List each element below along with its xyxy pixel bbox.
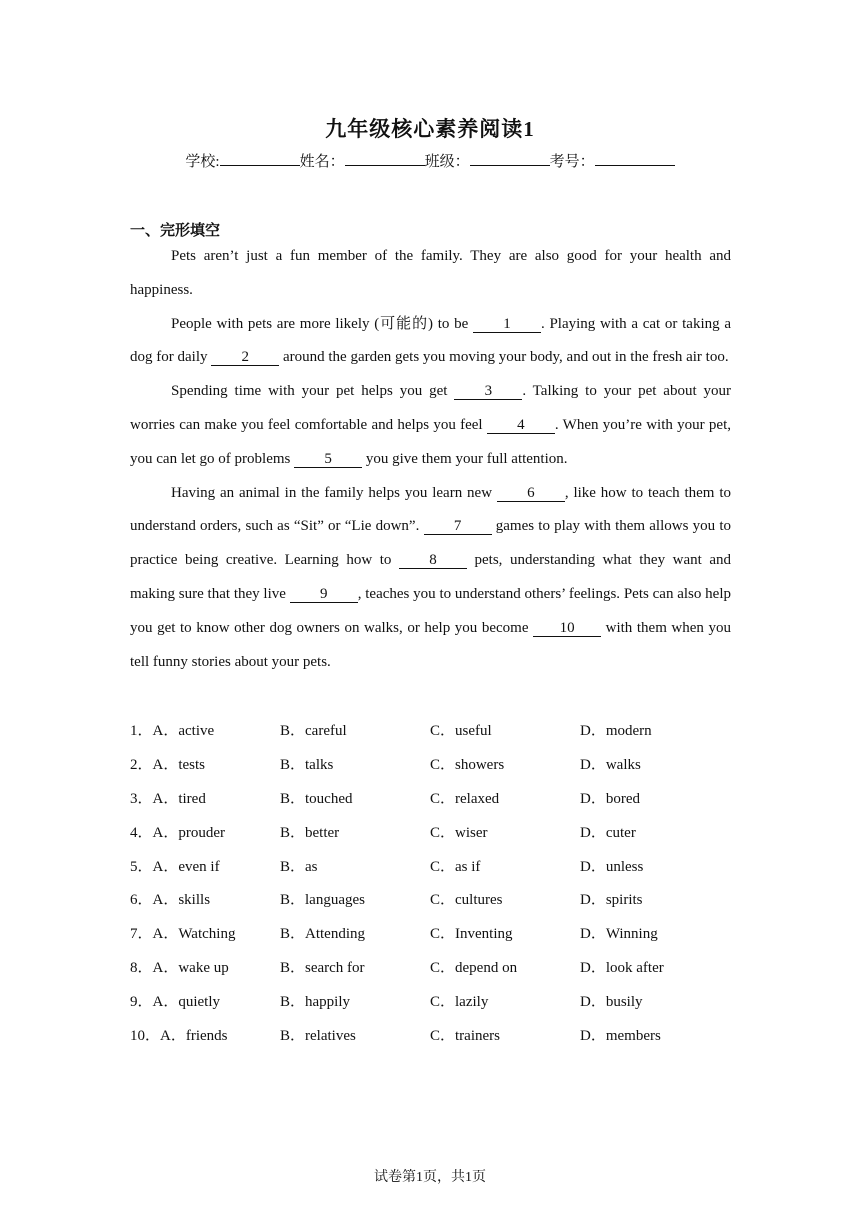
passage-paragraph: [130, 477, 731, 680]
option-text: D．Winning: [580, 926, 658, 943]
option-text: A．even if: [152, 858, 220, 875]
option-b: [280, 922, 430, 943]
question-number: 4．: [130, 824, 153, 841]
option-text: C．showers: [430, 757, 505, 774]
student-info-line: [0, 150, 860, 171]
blank-7: 7: [424, 518, 492, 535]
question-row: [130, 1017, 731, 1051]
option-a: [130, 990, 280, 1011]
option-a: [130, 956, 280, 977]
option-d: [580, 855, 730, 876]
option-text: D．look after: [580, 959, 664, 976]
passage-text: around the garden gets you moving your body, and out in the fresh air too.: [279, 349, 729, 366]
option-text: B．relatives: [280, 1027, 356, 1044]
option-d: [580, 719, 730, 740]
option-text: B．talks: [280, 757, 334, 774]
blank-4: 4: [487, 417, 555, 434]
passage-text: . Talking to your pet about your worries can make you feel comfortable and helps you feel: [130, 383, 731, 433]
option-text: D．unless: [580, 858, 644, 875]
option-c: [430, 990, 580, 1011]
option-text: A．skills: [152, 892, 211, 909]
option-text: A．wake up: [152, 959, 229, 976]
exam-no-blank: [595, 151, 675, 166]
option-a: [130, 1024, 280, 1045]
school-label: 学校:: [185, 154, 220, 170]
passage-text: pets, understanding what they want and making sure that they live: [130, 552, 731, 602]
option-a: [130, 787, 280, 808]
name-label: 姓名：: [299, 154, 345, 170]
option-text: B．touched: [280, 790, 353, 807]
passage-text: . Playing with a cat or taking a dog for daily: [130, 315, 731, 366]
option-a: [130, 888, 280, 909]
question-number: 1．: [130, 723, 153, 740]
school-blank: [220, 151, 300, 166]
option-c: [430, 787, 580, 808]
class-label: 班级：: [424, 154, 470, 170]
passage-text: , teaches you to understand others’ feelings. Pets can also help you get to know other dog owners on walks, or help you become: [130, 585, 732, 636]
class-blank: [470, 151, 550, 166]
option-text: B．careful: [280, 723, 347, 740]
option-d: [580, 956, 730, 977]
passage-text: games to play with them allows you to practice being creative. Learning how to: [130, 518, 731, 569]
page-title: 九年级核心素养阅读1: [325, 117, 535, 141]
option-text: A．active: [152, 723, 215, 740]
passage-text: Pets aren’t just a fun member of the family. They are also good for your health and happiness.: [130, 248, 731, 298]
option-text: D．busily: [580, 993, 643, 1010]
option-b: [280, 855, 430, 876]
blank-2: 2: [211, 349, 279, 366]
question-number: 6．: [130, 892, 153, 909]
option-a: [130, 821, 280, 842]
blank-5: 5: [294, 451, 362, 468]
option-text: C．depend on: [430, 959, 518, 976]
option-text: D．walks: [580, 757, 641, 774]
question-number: 8．: [130, 959, 153, 976]
option-a: [130, 855, 280, 876]
option-text: B．better: [280, 824, 340, 841]
question-row: [130, 848, 731, 882]
question-number: 2．: [130, 757, 153, 774]
option-b: [280, 787, 430, 808]
blank-6: 6: [497, 485, 565, 502]
option-text: A．tests: [152, 757, 206, 774]
passage-paragraph: [130, 375, 731, 476]
option-d: [580, 990, 730, 1011]
answer-options: [130, 713, 731, 1051]
option-text: B．Attending: [280, 926, 365, 943]
option-b: [280, 888, 430, 909]
blank-9: 9: [290, 586, 358, 603]
option-text: C．as if: [430, 858, 481, 875]
question-number: 9．: [130, 993, 153, 1010]
question-row: [130, 916, 731, 950]
option-c: [430, 719, 580, 740]
option-text: A．Watching: [152, 926, 236, 943]
option-text: A．prouder: [152, 824, 225, 841]
question-row: [130, 713, 731, 747]
option-text: C．trainers: [430, 1027, 500, 1044]
option-c: [430, 1024, 580, 1045]
option-d: [580, 821, 730, 842]
question-number: 7．: [130, 926, 153, 943]
exam-no-label: 考号：: [549, 154, 595, 170]
option-a: [130, 753, 280, 774]
section-title: 一、完形填空: [130, 221, 221, 239]
option-text: C．Inventing: [430, 926, 513, 943]
option-text: B．search for: [280, 959, 365, 976]
option-c: [430, 855, 580, 876]
cloze-passage: [130, 240, 731, 679]
option-b: [280, 821, 430, 842]
passage-paragraph: [130, 240, 731, 308]
option-text: B．happily: [280, 993, 350, 1010]
question-row: [130, 950, 731, 984]
question-number: 5．: [130, 858, 153, 875]
option-text: D．cuter: [580, 824, 636, 841]
option-c: [430, 821, 580, 842]
passage-text: Spending time with your pet helps you get: [171, 383, 455, 400]
option-text: C．cultures: [430, 892, 503, 909]
option-text: C．lazily: [430, 993, 489, 1010]
option-text: C．wiser: [430, 824, 488, 841]
passage-paragraph: [130, 308, 731, 376]
blank-3: 3: [454, 383, 522, 400]
question-number: 3．: [130, 790, 153, 807]
option-text: C．relaxed: [430, 790, 500, 807]
option-text: B．languages: [280, 892, 365, 909]
blank-1: 1: [473, 316, 541, 333]
option-a: [130, 719, 280, 740]
option-text: C．useful: [430, 723, 492, 740]
option-text: A．tired: [152, 790, 206, 807]
option-c: [430, 922, 580, 943]
name-blank: [345, 151, 425, 166]
option-b: [280, 1024, 430, 1045]
page-footer: 试卷第1页，共1页: [374, 1170, 486, 1185]
option-text: B．as: [280, 858, 318, 875]
blank-10: 10: [533, 620, 601, 637]
option-c: [430, 888, 580, 909]
passage-text: with them when you tell funny stories about your pets.: [130, 619, 731, 670]
question-row: [130, 983, 731, 1017]
option-d: [580, 787, 730, 808]
option-d: [580, 888, 730, 909]
option-text: A．friends: [160, 1027, 228, 1044]
question-number: 10．: [130, 1027, 161, 1044]
passage-text: you give them your full attention.: [362, 450, 568, 467]
passage-text: , like how to teach them to understand orders, such as “Sit” or “Lie down”.: [130, 484, 731, 535]
option-text: D．spirits: [580, 892, 643, 909]
option-b: [280, 956, 430, 977]
option-text: A．quietly: [152, 993, 221, 1010]
option-b: [280, 753, 430, 774]
question-row: [130, 781, 731, 815]
option-c: [430, 753, 580, 774]
option-text: D．members: [580, 1027, 661, 1044]
passage-text: . When you’re with your pet, you can let go of problems: [130, 416, 731, 467]
option-c: [430, 956, 580, 977]
option-text: D．modern: [580, 723, 652, 740]
passage-text: People with pets are more likely (可能的) to be: [171, 315, 473, 332]
option-b: [280, 719, 430, 740]
option-d: [580, 1024, 730, 1045]
question-row: [130, 814, 731, 848]
option-d: [580, 753, 730, 774]
option-a: [130, 922, 280, 943]
question-row: [130, 882, 731, 916]
blank-8: 8: [399, 552, 467, 569]
option-d: [580, 922, 730, 943]
option-b: [280, 990, 430, 1011]
option-text: D．bored: [580, 790, 640, 807]
passage-text: Having an animal in the family helps you learn new: [171, 484, 497, 501]
question-row: [130, 747, 731, 781]
